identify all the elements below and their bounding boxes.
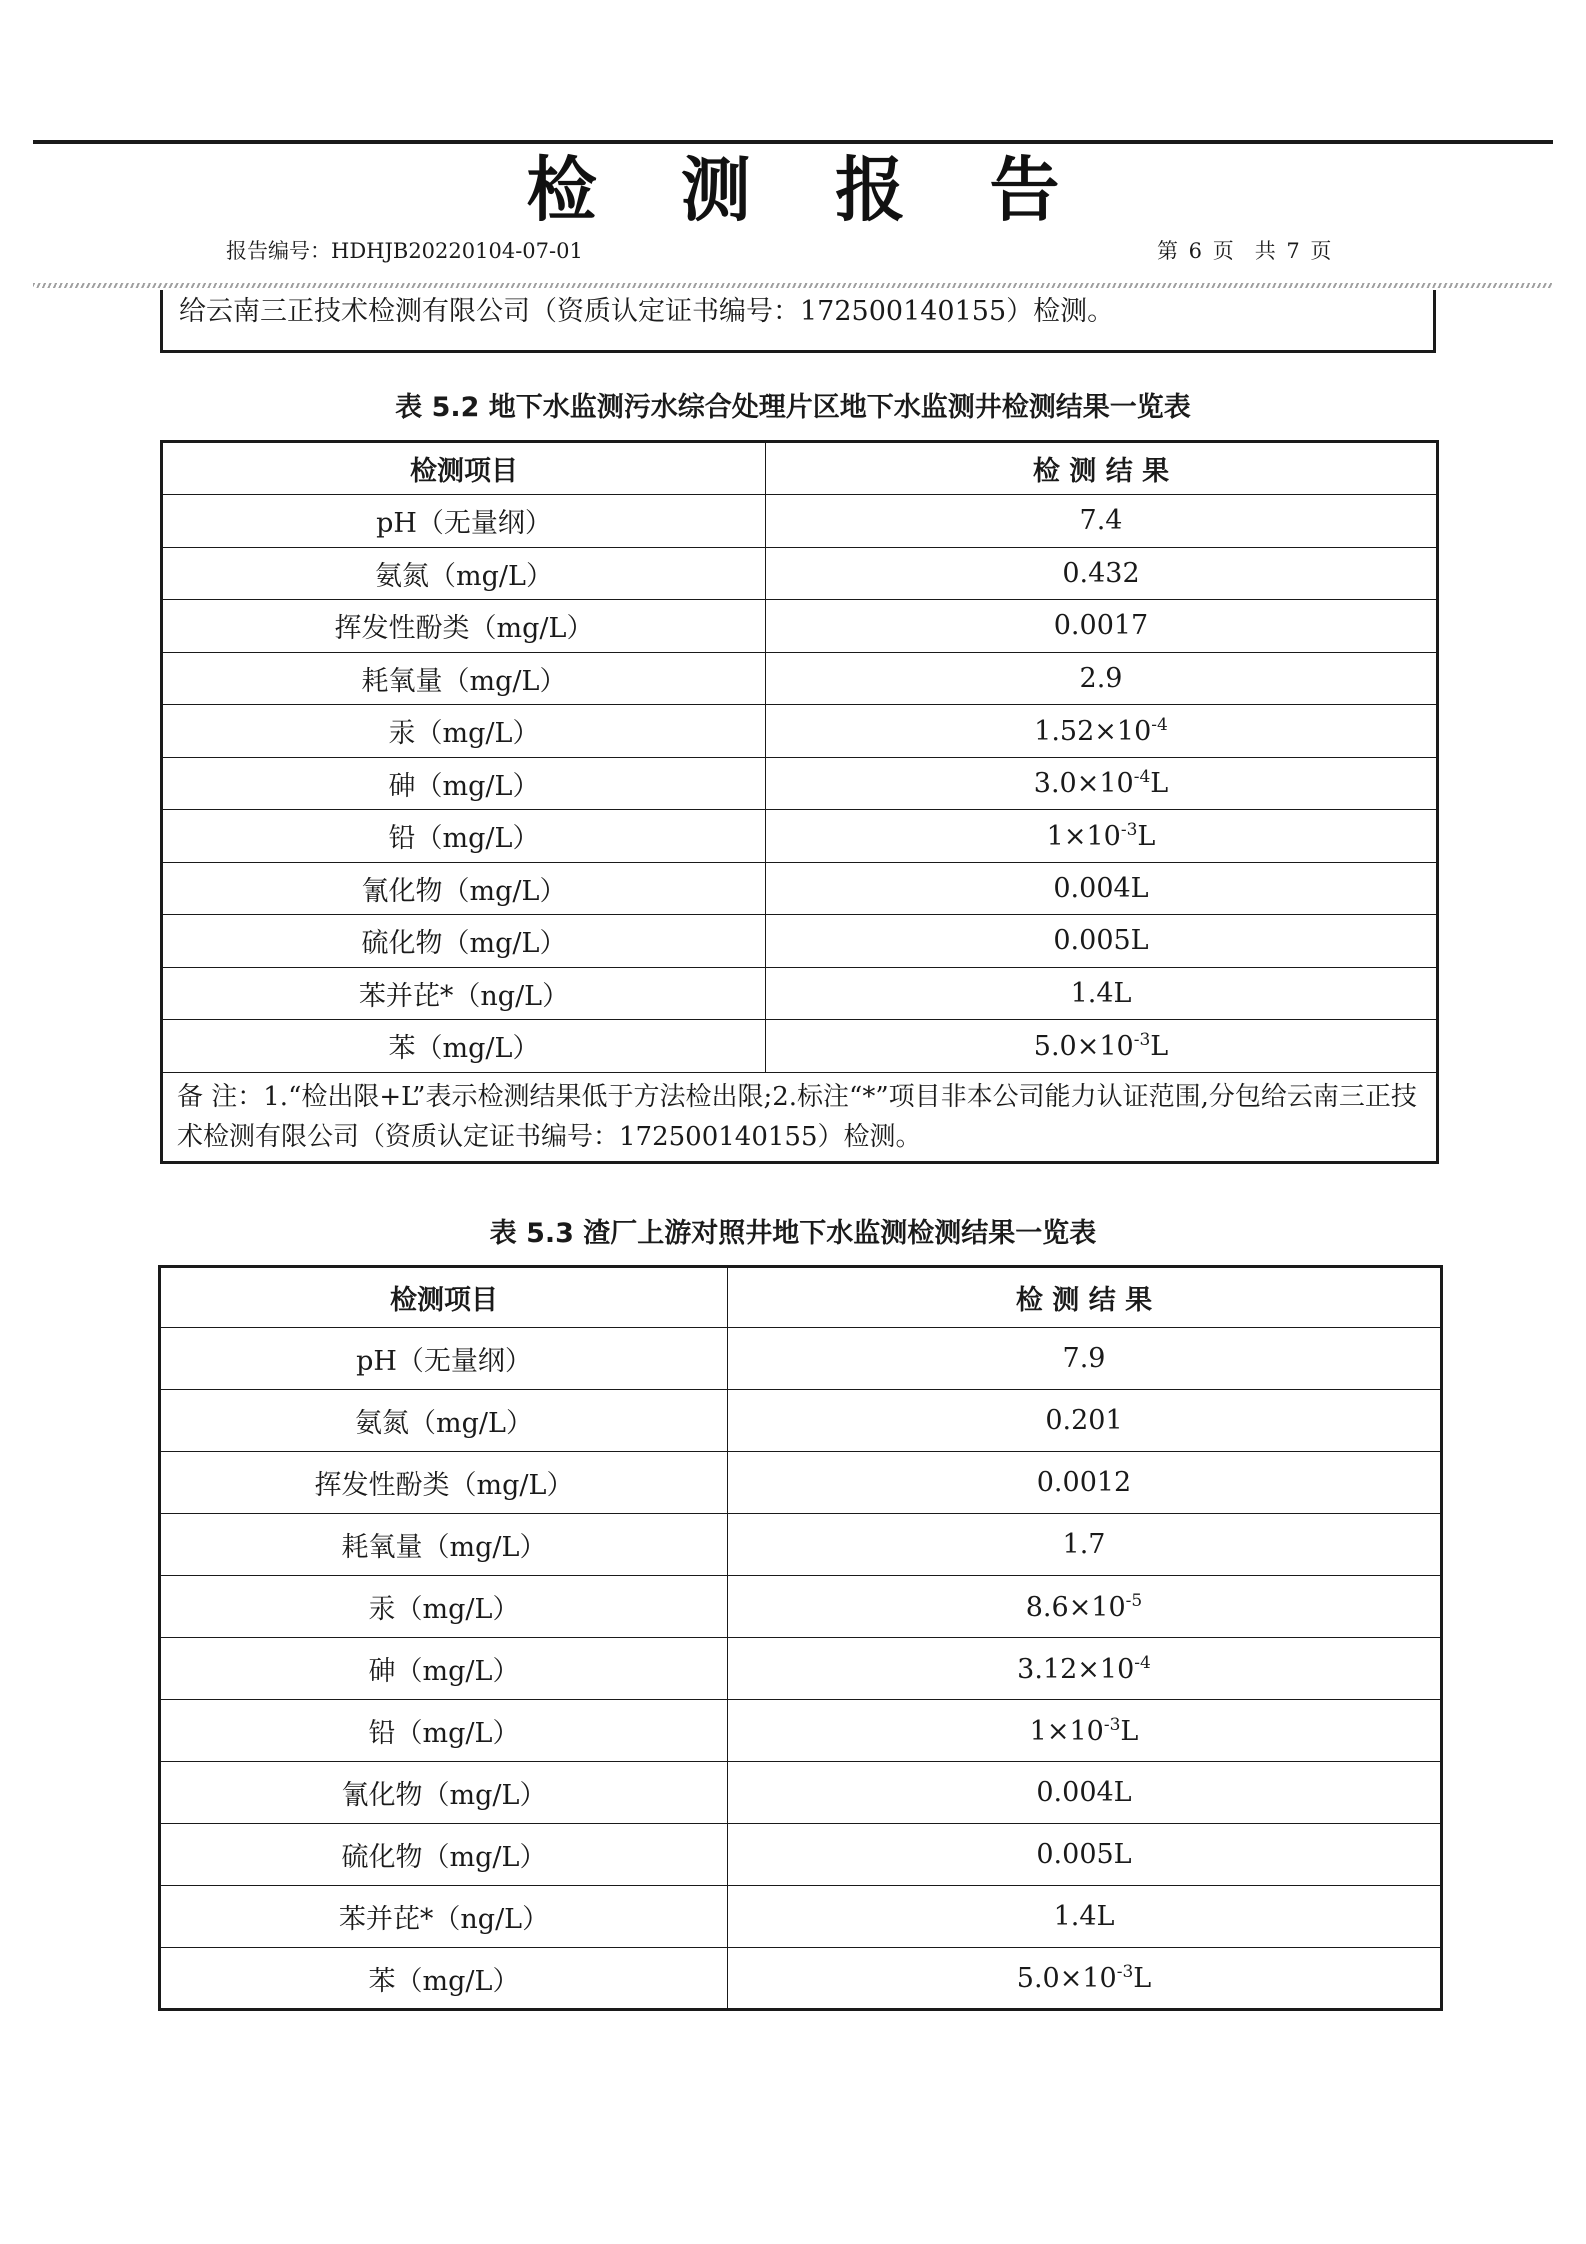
table-5-2-caption: 表 5.2 地下水监测污水综合处理片区地下水监测井检测结果一览表 (395, 392, 1191, 423)
item-cell: 苯并芘*（ng/L） (162, 967, 766, 1020)
result-cell (766, 1020, 1438, 1073)
page-number: 第 6 页 共 7 页 (1157, 239, 1332, 263)
table-row (160, 1638, 1442, 1700)
table-5-3-body (160, 1267, 1442, 2010)
item-cell: 氨氮（mg/L） (162, 547, 766, 600)
result-cell (728, 1576, 1442, 1638)
carryover-note-box (160, 290, 1436, 353)
header-rule (33, 140, 1553, 144)
result-mantissa: 1×10 (1046, 820, 1121, 852)
result-mantissa: 8.6×10 (1025, 1591, 1126, 1623)
item-cell: 耗氧量（mg/L） (162, 652, 766, 705)
item-cell: 铅（mg/L） (162, 810, 766, 863)
result-cell: 7.9 (728, 1328, 1442, 1390)
table-row (162, 967, 1438, 1020)
result-suffix: L (1150, 1030, 1169, 1062)
table-row (162, 757, 1438, 810)
result-cell: 7.4 (766, 495, 1438, 548)
result-mantissa: 5.0×10 (1033, 1030, 1134, 1062)
table-row (160, 1700, 1442, 1762)
table-row (160, 1948, 1442, 2010)
result-cell: 2.9 (766, 652, 1438, 705)
item-cell: 砷（mg/L） (162, 757, 766, 810)
result-exponent: -3 (1120, 819, 1138, 840)
result-exponent: -4 (1134, 1652, 1151, 1673)
result-cell (766, 757, 1438, 810)
result-cell: 0.201 (728, 1390, 1442, 1452)
column-header-result: 检 测 结 果 (728, 1267, 1442, 1328)
table-row (162, 705, 1438, 758)
result-cell: 0.0012 (728, 1452, 1442, 1514)
table-header-row (160, 1267, 1442, 1328)
result-suffix: L (1133, 1963, 1152, 1994)
item-cell: 氨氮（mg/L） (160, 1390, 728, 1452)
result-mantissa: 3.0×10 (1033, 768, 1134, 800)
result-cell: 1.7 (728, 1514, 1442, 1576)
table-row (162, 1020, 1438, 1073)
item-cell: 铅（mg/L） (160, 1700, 728, 1762)
result-cell: 0.005L (766, 915, 1438, 968)
item-cell: 汞（mg/L） (162, 705, 766, 758)
carryover-note-text: 给云南三正技术检测有限公司（资质认定证书编号：172500140155）检测。 (179, 296, 1115, 327)
column-header-result: 检 测 结 果 (766, 442, 1438, 495)
result-mantissa: 1×10 (1029, 1715, 1104, 1747)
table-row (162, 652, 1438, 705)
table-5-2 (160, 440, 1439, 1164)
item-cell: pH（无量纲） (162, 495, 766, 548)
report-number: 报告编号：HDHJB20220104-07-01 (226, 239, 583, 263)
result-exponent: -4 (1151, 714, 1168, 735)
result-exponent: -3 (1116, 1962, 1134, 1982)
table-row (160, 1390, 1442, 1452)
result-cell: 1.4L (728, 1886, 1442, 1948)
result-cell: 0.004L (728, 1762, 1442, 1824)
result-cell (728, 1948, 1442, 2010)
item-cell: 挥发性酚类（mg/L） (160, 1452, 728, 1514)
table-5-3 (158, 1265, 1443, 2011)
result-suffix: L (1150, 768, 1169, 800)
result-suffix: L (1120, 1715, 1139, 1747)
item-cell: 硫化物（mg/L） (162, 915, 766, 968)
table-5-3-caption: 表 5.3 渣厂上游对照井地下水监测检测结果一览表 (489, 1218, 1097, 1249)
column-header-item: 检测项目 (160, 1267, 728, 1328)
table-row (162, 600, 1438, 653)
table-row (160, 1886, 1442, 1948)
table-row (160, 1452, 1442, 1514)
table-row (160, 1762, 1442, 1824)
table-row (162, 810, 1438, 863)
result-cell (728, 1700, 1442, 1762)
table-row (160, 1824, 1442, 1886)
item-cell: 苯（mg/L） (160, 1948, 728, 2010)
result-exponent: -3 (1103, 1714, 1121, 1735)
result-mantissa: 1.52×10 (1034, 715, 1152, 747)
result-exponent: -5 (1125, 1590, 1143, 1611)
table-row (162, 547, 1438, 600)
result-cell: 0.004L (766, 862, 1438, 915)
result-cell (728, 1638, 1442, 1700)
table-row (162, 862, 1438, 915)
item-cell: 挥发性酚类（mg/L） (162, 600, 766, 653)
table-note-row (162, 1072, 1438, 1162)
item-cell: 耗氧量（mg/L） (160, 1514, 728, 1576)
result-cell (766, 810, 1438, 863)
item-cell: pH（无量纲） (160, 1328, 728, 1390)
table-row (160, 1576, 1442, 1638)
item-cell: 汞（mg/L） (160, 1576, 728, 1638)
result-cell (766, 705, 1438, 758)
result-exponent: -3 (1133, 1029, 1151, 1050)
table-5-2-body (162, 442, 1438, 1163)
item-cell: 氰化物（mg/L） (162, 862, 766, 915)
table-note: 备 注：1.“检出限+L”表示检测结果低于方法检出限;2.标注“*”项目非本公司能力认证范围,分包给云南三正技术检测有限公司（资质认定证书编号：172500140155）检测。 (162, 1072, 1438, 1162)
result-cell: 1.4L (766, 967, 1438, 1020)
item-cell: 苯并芘*（ng/L） (160, 1886, 728, 1948)
report-title: 检 测 报 告 (526, 149, 1090, 231)
result-cell: 0.0017 (766, 600, 1438, 653)
item-cell: 苯（mg/L） (162, 1020, 766, 1073)
item-cell: 硫化物（mg/L） (160, 1824, 728, 1886)
result-cell: 0.005L (728, 1824, 1442, 1886)
item-cell: 氰化物（mg/L） (160, 1762, 728, 1824)
result-mantissa: 5.0×10 (1016, 1963, 1117, 1994)
result-cell: 0.432 (766, 547, 1438, 600)
item-cell: 砷（mg/L） (160, 1638, 728, 1700)
table-header-row (162, 442, 1438, 495)
table-row (160, 1514, 1442, 1576)
result-suffix: L (1137, 820, 1156, 852)
table-row (162, 495, 1438, 548)
table-row (162, 915, 1438, 968)
header-dashed-divider (33, 283, 1553, 288)
table-row (160, 1328, 1442, 1390)
result-mantissa: 3.12×10 (1017, 1653, 1135, 1685)
column-header-item: 检测项目 (162, 442, 766, 495)
result-exponent: -4 (1133, 767, 1151, 788)
